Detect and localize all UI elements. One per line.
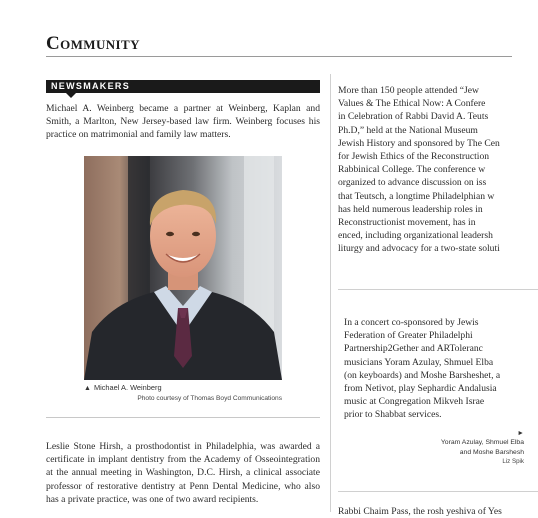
column-divider (330, 74, 331, 512)
banner-label: NEWSMAKERS (51, 81, 131, 91)
text-line: in Celebration of Rabbi David A. Teuts (338, 111, 489, 123)
text-line: liturgy and advocacy for a two-state soluti (338, 243, 500, 255)
concert-photo-caption (404, 429, 524, 467)
banner-notch (66, 93, 76, 98)
article-concert (344, 316, 500, 422)
photo-credit: Photo courtesy of Thomas Boyd Communications (137, 395, 282, 402)
item-separator (338, 491, 538, 492)
caption-line: and Moshe Barshesh (459, 448, 524, 456)
text-line: Partnership2Gether and ARToleranc (344, 343, 483, 355)
text-line: from Netivot, play Sephardic Andalusia (344, 383, 497, 395)
text-line: Federation of Greater Philadelphi (344, 330, 473, 342)
newsmaker-item-hirsh: Leslie Stone Hirsh, a prosthodontist in Philadelphia, was awarded a certificate in implant dentistry from the Academy of Osseointegration at the annual meeting in Washington, D.C. Hirsh, a clinical associate professor of restorative dentistry at Penn Dental Medicine, who also has a private practice, was one of two award recipients. (46, 441, 320, 505)
title-rule (46, 56, 512, 57)
caption-name-text: Michael A. Weinberg (93, 383, 162, 392)
caption-line-text: Yoram Azulay, Shmuel Elba (440, 439, 524, 447)
text-line: prior to Shabbat services. (344, 409, 442, 421)
text-line: In a concert co-sponsored by Jewis (344, 317, 479, 328)
portrait-photo (84, 156, 282, 380)
left-column (46, 80, 320, 505)
text-line: More than 150 people attended “Jew (338, 85, 479, 96)
caption-name (84, 383, 282, 394)
text-line: Jewish History and sponsored by The Cen (338, 137, 500, 149)
text-line: musicians Yoram Azulay, Shmuel Elba (344, 356, 494, 368)
text-line: Ph.D,” held at the National Museum (338, 124, 478, 136)
section-banner (46, 80, 320, 93)
text-line: Rabbi Chaim Pass, the rosh yeshiva of Yes (338, 506, 502, 517)
text-line: that Teutsch, a longtime Philadelphian w (338, 190, 495, 202)
text-line: Reconstructionist movement, has in (338, 217, 476, 229)
photo-caption (84, 383, 282, 404)
text-line: (on keyboards) and Moshe Barsheshet, a (344, 369, 501, 381)
triangle-up-icon: ▲ (84, 385, 91, 392)
item-separator (338, 289, 538, 290)
article-rosh-yeshiva (338, 505, 502, 518)
article-teutsch-conference (338, 84, 500, 256)
text-line: for Jewish Ethics of the Reconstruction (338, 151, 490, 163)
text-line: has held numerous leadership roles in (338, 203, 483, 215)
caption-line (404, 429, 524, 448)
text-line: Rabbinical College. The conference w (338, 164, 486, 176)
text-line: organized to advance discussion on iss (338, 177, 487, 189)
text-line: enced, including organizational leadersh (338, 230, 493, 242)
newsmaker-item-weinberg: Michael A. Weinberg became a partner at Weinberg, Kaplan and Smith, a Marlton, New Jersey-based law firm. Weinberg focuses his practice on matrimonial and family law matters. (46, 103, 320, 141)
item-separator (46, 417, 320, 418)
page-title: Community (46, 33, 140, 54)
photo-credit: Liz Spik (502, 458, 524, 466)
text-line: music at Congregation Mikveh Israe (344, 396, 485, 408)
triangle-right-icon: ► (517, 430, 524, 437)
text-line: Values & The Ethical Now: A Confere (338, 98, 486, 110)
